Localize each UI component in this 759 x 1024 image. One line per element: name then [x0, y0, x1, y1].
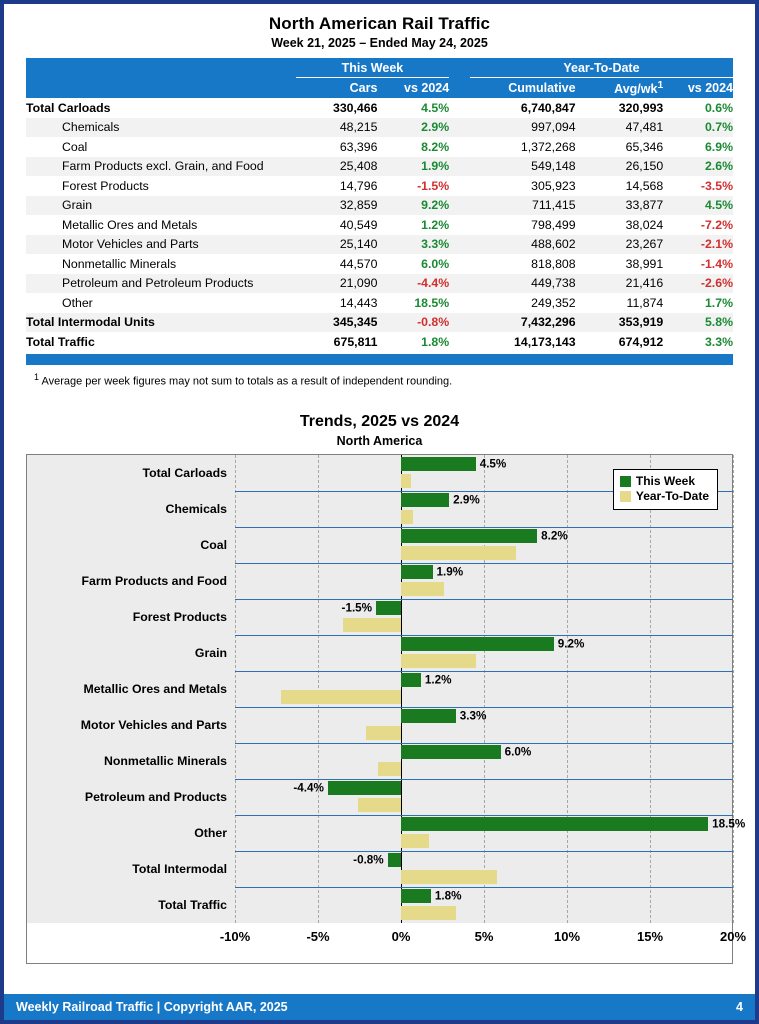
page-content: [4, 4, 755, 994]
chart-x-tick-label: -10%: [219, 929, 251, 945]
row-ytd-pct: 2.6%: [663, 157, 733, 177]
chart-row-separator: [235, 851, 733, 852]
chart-row-separator: [235, 707, 733, 708]
chart-category-label: Nonmetallic Minerals: [103, 754, 227, 769]
row-avgwk: 38,991: [576, 254, 664, 274]
row-cars: 14,443: [296, 293, 378, 313]
chart-gridline: [235, 455, 236, 923]
chart-category-label: Coal: [200, 538, 227, 553]
col-header-cars: Cars: [296, 78, 378, 99]
chart-data-label: -4.4%: [293, 781, 324, 795]
chart-data-label: -1.5%: [341, 601, 373, 615]
page-subtitle: Week 21, 2025 – Ended May 24, 2025: [271, 36, 488, 50]
chart-x-tick-label: 20%: [719, 929, 747, 945]
chart-bar-ytd: [366, 726, 401, 740]
chart-bar-ytd: [358, 798, 401, 812]
row-cumulative: 798,499: [470, 215, 576, 235]
chart-x-tick-label: 15%: [636, 929, 664, 945]
row-spacer: [449, 293, 470, 313]
row-spacer: [449, 137, 470, 157]
chart-bar-this-week: [401, 745, 501, 759]
footer-page-number: 4: [736, 1000, 743, 1014]
chart-x-tick-label: 10%: [553, 929, 581, 945]
row-cars: 48,215: [296, 118, 378, 138]
chart-gridline: [484, 455, 485, 923]
row-cumulative: 7,432,296: [470, 313, 576, 333]
chart-bar-ytd: [401, 546, 516, 560]
page-title: North American Rail Traffic: [268, 14, 491, 33]
chart-data-label: 1.2%: [424, 673, 452, 687]
row-spacer: [449, 235, 470, 255]
chart-category-label: Total Traffic: [158, 898, 227, 913]
table-row: [26, 137, 733, 157]
row-cars: 675,811: [296, 332, 378, 352]
chart-plot-area: [235, 455, 746, 923]
chart-bar-ytd: [401, 582, 444, 596]
chart-data-label: 8.2%: [541, 529, 568, 543]
row-avgwk: 320,993: [576, 98, 664, 118]
spacer-cell-4: [449, 78, 470, 99]
chart-bar-this-week: [376, 601, 401, 615]
spacer-cell-3: [26, 78, 296, 99]
page-footer: [4, 994, 755, 1020]
chart-data-label: -0.8%: [353, 853, 384, 867]
chart-x-tick-label: 5%: [474, 929, 494, 945]
chart-bar-ytd: [401, 474, 411, 488]
row-cars: 32,859: [296, 196, 378, 216]
row-cumulative: 1,372,268: [470, 137, 576, 157]
row-label: Petroleum and Petroleum Products: [26, 274, 296, 294]
chart-data-label: 9.2%: [557, 637, 585, 651]
chart-category-label: Petroleum and Products: [84, 790, 227, 805]
chart-bar-ytd: [343, 618, 401, 632]
col-header-avgwk-text: Avg/wk: [614, 82, 658, 97]
chart-category-label: Forest Products: [132, 610, 227, 625]
trends-chart: [26, 454, 747, 964]
row-avgwk: 674,912: [576, 332, 664, 352]
row-week-pct: 9.2%: [377, 196, 449, 216]
chart-data-label: 18.5%: [712, 817, 746, 831]
col-header-cumulative: Cumulative: [470, 78, 576, 99]
row-cumulative: 711,415: [470, 196, 576, 216]
row-ytd-pct: -3.5%: [663, 176, 733, 196]
chart-category-label: Chemicals: [165, 502, 227, 517]
row-spacer: [449, 313, 470, 333]
row-week-pct: 1.2%: [377, 215, 449, 235]
chart-category-label: Grain: [194, 646, 227, 661]
chart-bar-this-week: [401, 817, 708, 831]
row-avgwk: 23,267: [576, 235, 664, 255]
row-ytd-pct: -1.4%: [663, 254, 733, 274]
row-cumulative: 305,923: [470, 176, 576, 196]
row-cars: 63,396: [296, 137, 378, 157]
row-cumulative: 6,740,847: [470, 98, 576, 118]
chart-bar-this-week: [388, 853, 401, 867]
row-ytd-pct: 1.7%: [663, 293, 733, 313]
row-cars: 44,570: [296, 254, 378, 274]
row-week-pct: 1.9%: [377, 157, 449, 177]
chart-bar-ytd: [281, 690, 401, 704]
row-label: Nonmetallic Minerals: [26, 254, 296, 274]
row-week-pct: 6.0%: [377, 254, 449, 274]
chart-row-separator: [235, 815, 733, 816]
group-header-this-week: This Week: [296, 58, 449, 78]
chart-data-label: 4.5%: [479, 457, 507, 471]
chart-bar-ytd: [401, 834, 429, 848]
footnote-marker: 1: [34, 371, 40, 382]
chart-row-separator: [235, 779, 733, 780]
chart-gridline: [567, 455, 568, 923]
row-avgwk: 353,919: [576, 313, 664, 333]
row-label: Motor Vehicles and Parts: [26, 235, 296, 255]
row-ytd-pct: -2.6%: [663, 274, 733, 294]
row-spacer: [449, 118, 470, 138]
chart-bar-this-week: [401, 493, 449, 507]
chart-data-label: 2.9%: [453, 493, 480, 507]
row-label: Farm Products excl. Grain, and Food: [26, 157, 296, 177]
row-ytd-pct: 0.6%: [663, 98, 733, 118]
chart-gridline: [733, 455, 734, 923]
legend-item-this-week: [620, 474, 709, 489]
footnote-text: Average per week figures may not sum to totals as a result of independent rounding.: [41, 375, 453, 388]
chart-gridline: [318, 455, 319, 923]
chart-data-label: 1.9%: [436, 565, 464, 579]
row-avgwk: 11,874: [576, 293, 664, 313]
table-row: [26, 118, 733, 138]
row-avgwk: 65,346: [576, 137, 664, 157]
row-label: Grain: [26, 196, 296, 216]
chart-data-label: 6.0%: [504, 745, 532, 759]
chart-title: Trends, 2025 vs 2024: [299, 413, 460, 431]
chart-bar-this-week: [401, 457, 476, 471]
table-row: [26, 176, 733, 196]
row-cars: 345,345: [296, 313, 378, 333]
row-ytd-pct: 0.7%: [663, 118, 733, 138]
chart-data-label: 3.3%: [459, 709, 487, 723]
row-label: Metallic Ores and Metals: [26, 215, 296, 235]
chart-bar-this-week: [401, 673, 421, 687]
table-row: [26, 254, 733, 274]
row-spacer: [449, 196, 470, 216]
table-row: [26, 332, 733, 352]
chart-x-tick-label: 0%: [391, 929, 411, 945]
col-header-vs2024-ytd: vs 2024: [663, 78, 733, 99]
table-row: [26, 235, 733, 255]
table-bottom-band: [26, 354, 733, 365]
table-column-header-row: [26, 78, 733, 99]
chart-subtitle: North America: [336, 434, 423, 449]
chart-category-label: Total Intermodal: [132, 862, 227, 877]
row-week-pct: 3.3%: [377, 235, 449, 255]
table-row: [26, 313, 733, 333]
row-label: Total Traffic: [26, 332, 296, 352]
row-avgwk: 33,877: [576, 196, 664, 216]
col-header-avgwk: [576, 78, 664, 99]
row-spacer: [449, 332, 470, 352]
row-spacer: [449, 274, 470, 294]
chart-bar-this-week: [401, 889, 431, 903]
row-week-pct: 18.5%: [377, 293, 449, 313]
chart-category-labels: [27, 455, 235, 923]
chart-bar-ytd: [401, 906, 456, 920]
row-cars: 25,140: [296, 235, 378, 255]
chart-row-separator: [235, 887, 733, 888]
chart-row-separator: [235, 743, 733, 744]
chart-bar-this-week: [328, 781, 401, 795]
row-cumulative: 997,094: [470, 118, 576, 138]
row-label: Chemicals: [26, 118, 296, 138]
row-spacer: [449, 98, 470, 118]
chart-bar-ytd: [401, 654, 476, 668]
group-header-ytd: Year-To-Date: [470, 58, 733, 78]
row-week-pct: 2.9%: [377, 118, 449, 138]
chart-bar-this-week: [401, 565, 433, 579]
row-ytd-pct: -2.1%: [663, 235, 733, 255]
row-cumulative: 818,808: [470, 254, 576, 274]
row-label: Forest Products: [26, 176, 296, 196]
table-row: [26, 196, 733, 216]
table-group-header-row: [26, 58, 733, 78]
chart-x-axis: [219, 923, 747, 965]
table-row: [26, 215, 733, 235]
row-cars: 330,466: [296, 98, 378, 118]
chart-bar-ytd: [378, 762, 401, 776]
chart-legend: [613, 469, 718, 510]
chart-category-label: Motor Vehicles and Parts: [80, 718, 227, 733]
row-cumulative: 449,738: [470, 274, 576, 294]
chart-bar-this-week: [401, 637, 554, 651]
legend-swatch-this-week: [620, 476, 631, 487]
chart-bar-this-week: [401, 709, 456, 723]
row-spacer: [449, 254, 470, 274]
row-week-pct: 1.8%: [377, 332, 449, 352]
row-ytd-pct: 6.9%: [663, 137, 733, 157]
chart-zero-axis: [401, 455, 402, 923]
row-week-pct: 4.5%: [377, 98, 449, 118]
table-body: [26, 98, 733, 352]
chart-row-separator: [235, 599, 733, 600]
row-ytd-pct: 5.8%: [663, 313, 733, 333]
row-week-pct: -1.5%: [377, 176, 449, 196]
row-week-pct: -0.8%: [377, 313, 449, 333]
row-cars: 21,090: [296, 274, 378, 294]
row-label: Coal: [26, 137, 296, 157]
row-label: Total Intermodal Units: [26, 313, 296, 333]
row-avgwk: 21,416: [576, 274, 664, 294]
rail-traffic-table: [26, 58, 733, 352]
row-cumulative: 488,602: [470, 235, 576, 255]
legend-item-ytd: [620, 489, 709, 504]
row-ytd-pct: 3.3%: [663, 332, 733, 352]
row-ytd-pct: -7.2%: [663, 215, 733, 235]
legend-label-this-week: This Week: [635, 474, 695, 489]
chart-row-separator: [235, 527, 733, 528]
row-week-pct: 8.2%: [377, 137, 449, 157]
chart-x-tick-label: -5%: [306, 929, 330, 945]
chart-category-label: Farm Products and Food: [81, 574, 227, 589]
row-cars: 14,796: [296, 176, 378, 196]
chart-bar-ytd: [401, 870, 497, 884]
row-ytd-pct: 4.5%: [663, 196, 733, 216]
row-cumulative: 549,148: [470, 157, 576, 177]
table-footnote: [34, 372, 733, 388]
footer-text: Weekly Railroad Traffic | Copyright AAR, 2025: [16, 1000, 288, 1014]
row-cars: 25,408: [296, 157, 378, 177]
row-avgwk: 47,481: [576, 118, 664, 138]
row-label: Total Carloads: [26, 98, 296, 118]
row-avgwk: 38,024: [576, 215, 664, 235]
chart-category-label: Other: [194, 826, 227, 841]
row-avgwk: 26,150: [576, 157, 664, 177]
table-row: [26, 274, 733, 294]
row-avgwk: 14,568: [576, 176, 664, 196]
chart-category-label: Metallic Ores and Metals: [83, 682, 227, 697]
spacer-cell: [26, 58, 296, 78]
row-spacer: [449, 215, 470, 235]
chart-row-separator: [235, 635, 733, 636]
col-header-avgwk-footnote-marker: 1: [657, 79, 664, 91]
row-spacer: [449, 157, 470, 177]
chart-row-separator: [235, 563, 733, 564]
col-header-vs2024-week: vs 2024: [377, 78, 449, 99]
spacer-cell-2: [449, 58, 470, 78]
chart-data-label: 1.8%: [434, 889, 462, 903]
table-row: [26, 157, 733, 177]
row-spacer: [449, 176, 470, 196]
chart-gridline: [650, 455, 651, 923]
row-label: Other: [26, 293, 296, 313]
chart-row-separator: [235, 671, 733, 672]
row-cumulative: 249,352: [470, 293, 576, 313]
chart-category-label: Total Carloads: [142, 466, 227, 481]
row-week-pct: -4.4%: [377, 274, 449, 294]
legend-swatch-ytd: [620, 491, 631, 502]
table-row: [26, 293, 733, 313]
legend-label-ytd: Year-To-Date: [635, 489, 709, 504]
row-cars: 40,549: [296, 215, 378, 235]
row-cumulative: 14,173,143: [470, 332, 576, 352]
table-row: [26, 98, 733, 118]
chart-bar-this-week: [401, 529, 537, 543]
chart-bar-ytd: [401, 510, 413, 524]
